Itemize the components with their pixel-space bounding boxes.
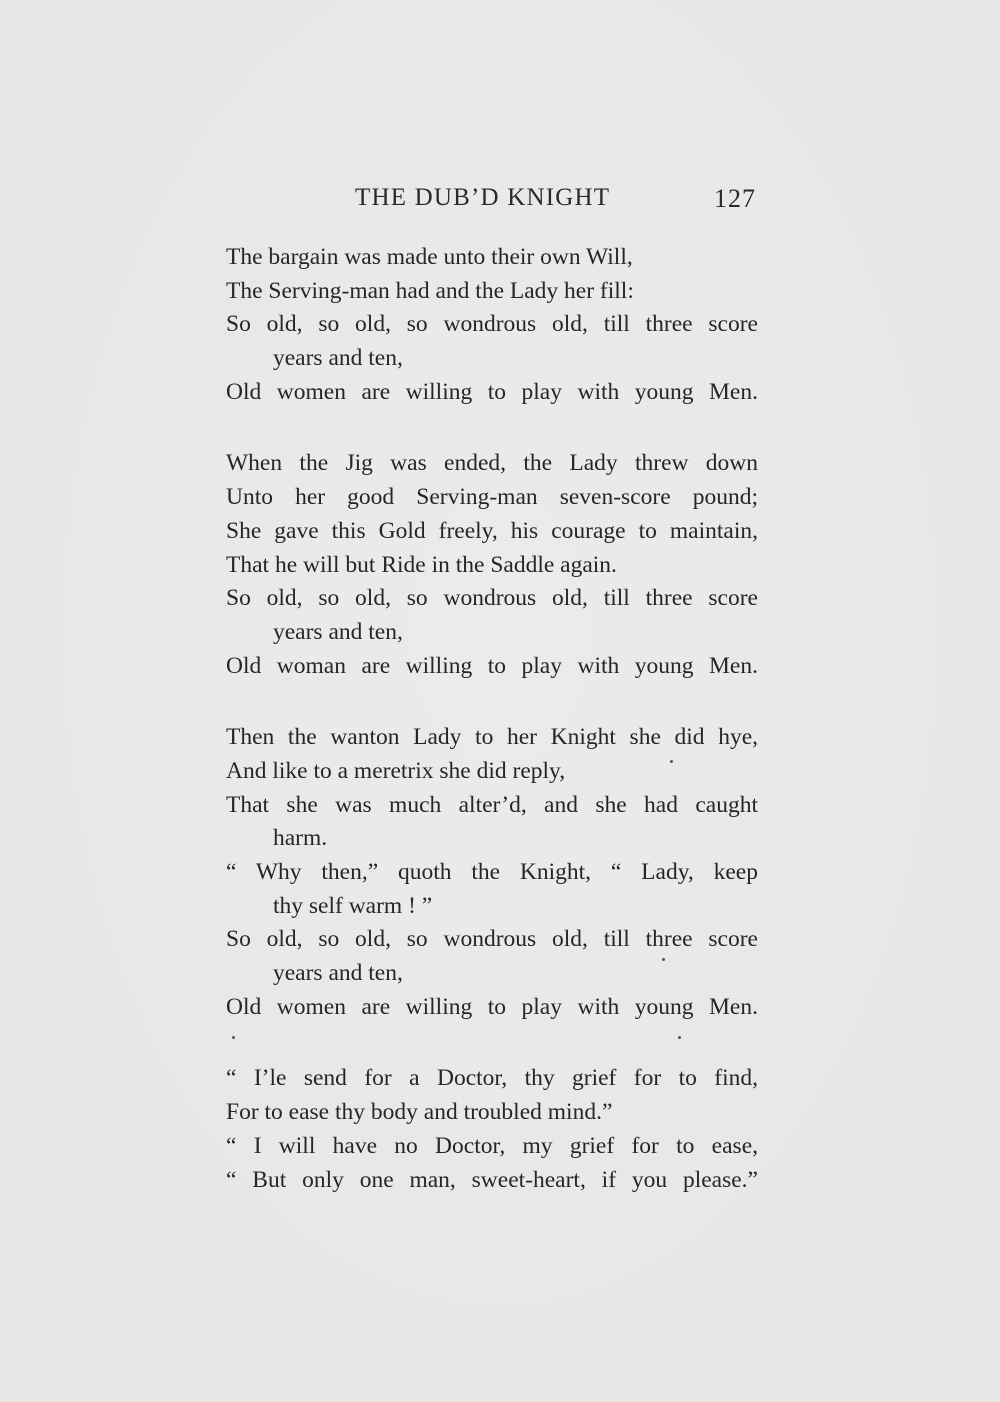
print-speck	[232, 1036, 235, 1039]
verse-line: When the Jig was ended, the Lady threw down	[226, 450, 758, 477]
verse-line: So old, so old, so wondrous old, till three score	[226, 585, 758, 612]
verse-line: Old women are willing to play with young Men.	[226, 378, 758, 405]
verse-line: So old, so old, so wondrous old, till three score	[226, 926, 758, 953]
print-speck	[662, 958, 665, 961]
verse-turnover-line: thy self warm ! ”	[273, 892, 433, 919]
stanza	[226, 241, 766, 409]
print-speck	[678, 1036, 681, 1039]
verse-turnover-line: years and ten,	[273, 618, 403, 645]
verse-line: For to ease thy body and troubled mind.”	[226, 1099, 613, 1126]
verse-line: Old woman are willing to play with young Men.	[226, 652, 758, 679]
verse-line: “ I will have no Doctor, my grief for to ease,	[226, 1132, 758, 1159]
verse-line: “ But only one man, sweet-heart, if you please.”	[226, 1166, 758, 1193]
running-title: THE DUB’D KNIGHT	[355, 184, 611, 211]
verse-turnover-line: harm.	[273, 825, 328, 852]
verse-line: Then the wanton Lady to her Knight she did hye,	[226, 724, 758, 751]
print-speck	[670, 760, 673, 763]
verse-turnover-line: years and ten,	[273, 345, 403, 372]
stanza	[226, 721, 766, 1024]
verse-line: The Serving-man had and the Lady her fill:	[226, 277, 634, 304]
stanza	[226, 447, 766, 683]
verse-line: “ Why then,” quoth the Knight, “ Lady, keep	[226, 859, 758, 885]
verse-line: That she was much alter’d, and she had caught	[226, 791, 758, 818]
verse-line: The bargain was made unto their own Will,	[226, 244, 633, 270]
verse-line: Unto her good Serving-man seven-score pound;	[226, 484, 758, 511]
poem-text	[226, 241, 766, 1235]
verse-line: And like to a meretrix she did reply,	[226, 757, 566, 784]
verse-line: That he will but Ride in the Saddle again.	[226, 551, 617, 578]
verse-line: She gave this Gold freely, his courage to maintain,	[226, 517, 758, 544]
stanza	[226, 1062, 766, 1197]
verse-line: “ I’le send for a Doctor, thy grief for to find,	[226, 1065, 758, 1092]
verse-line: So old, so old, so wondrous old, till three score	[226, 311, 758, 338]
page-number: 127	[714, 184, 756, 213]
verse-turnover-line: years and ten,	[273, 960, 403, 987]
verse-line: Old women are willing to play with young Men.	[226, 993, 758, 1020]
